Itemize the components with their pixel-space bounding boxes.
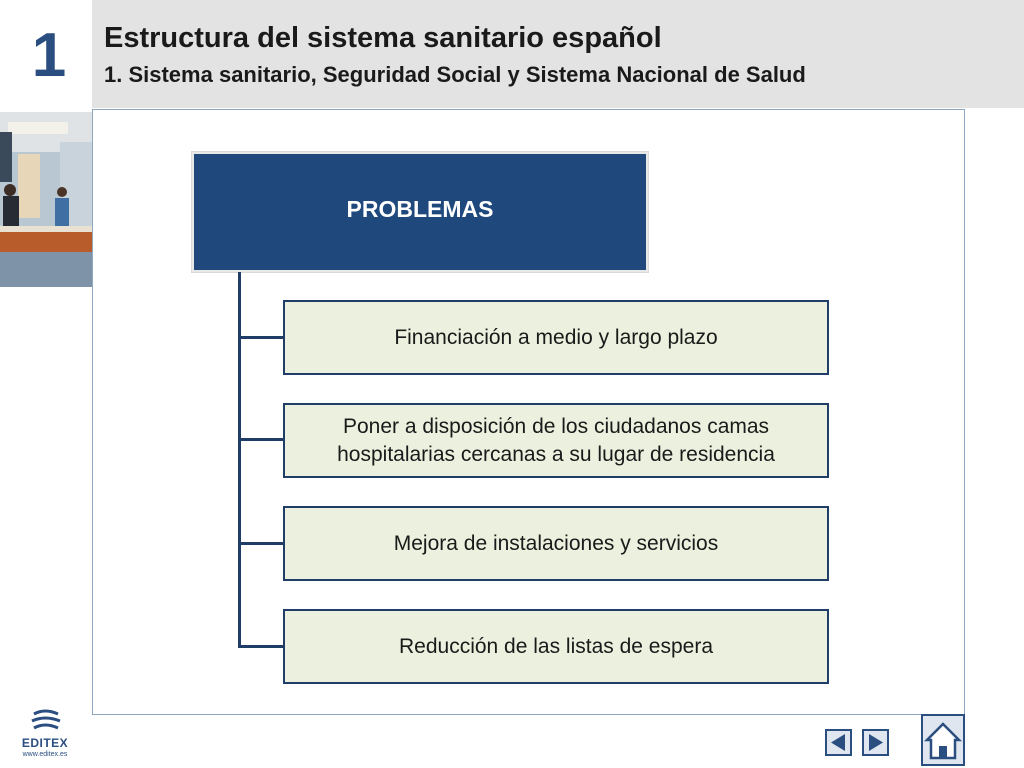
problem-item: Reducción de las listas de espera (283, 609, 829, 684)
previous-slide-button[interactable] (825, 729, 852, 756)
logo-url: www.editex.es (22, 751, 68, 758)
problems-label: PROBLEMAS (346, 196, 494, 222)
editex-logo-mark (12, 708, 78, 736)
tree-connector-branch (238, 542, 284, 545)
problem-item: Poner a disposición de los ciudadanos camas hospitalarias cercanas a su lugar de residencia (283, 403, 829, 478)
page-subtitle: 1. Sistema sanitario, Seguridad Social y Sistema Nacional de Salud (104, 62, 806, 87)
chapter-number: 1 (31, 21, 67, 90)
problem-item: Financiación a medio y largo plazo (283, 300, 829, 375)
logo-text: EDITEX (21, 736, 69, 750)
home-button[interactable] (921, 714, 965, 766)
tree-connector-branch (238, 336, 284, 339)
triangle-right-icon (864, 731, 887, 754)
editex-logo (12, 708, 78, 763)
hospital-reception-photo (0, 112, 92, 287)
page-title: Estructura del sistema sanitario español (104, 22, 662, 54)
problems-header-box (192, 152, 648, 272)
triangle-left-icon (827, 731, 850, 754)
next-slide-button[interactable] (862, 729, 889, 756)
problem-item: Mejora de instalaciones y servicios (283, 506, 829, 581)
tree-connector-branch (238, 645, 284, 648)
tree-connector-branch (238, 438, 284, 441)
tree-connector-vertical (238, 272, 241, 648)
home-icon (923, 716, 963, 764)
